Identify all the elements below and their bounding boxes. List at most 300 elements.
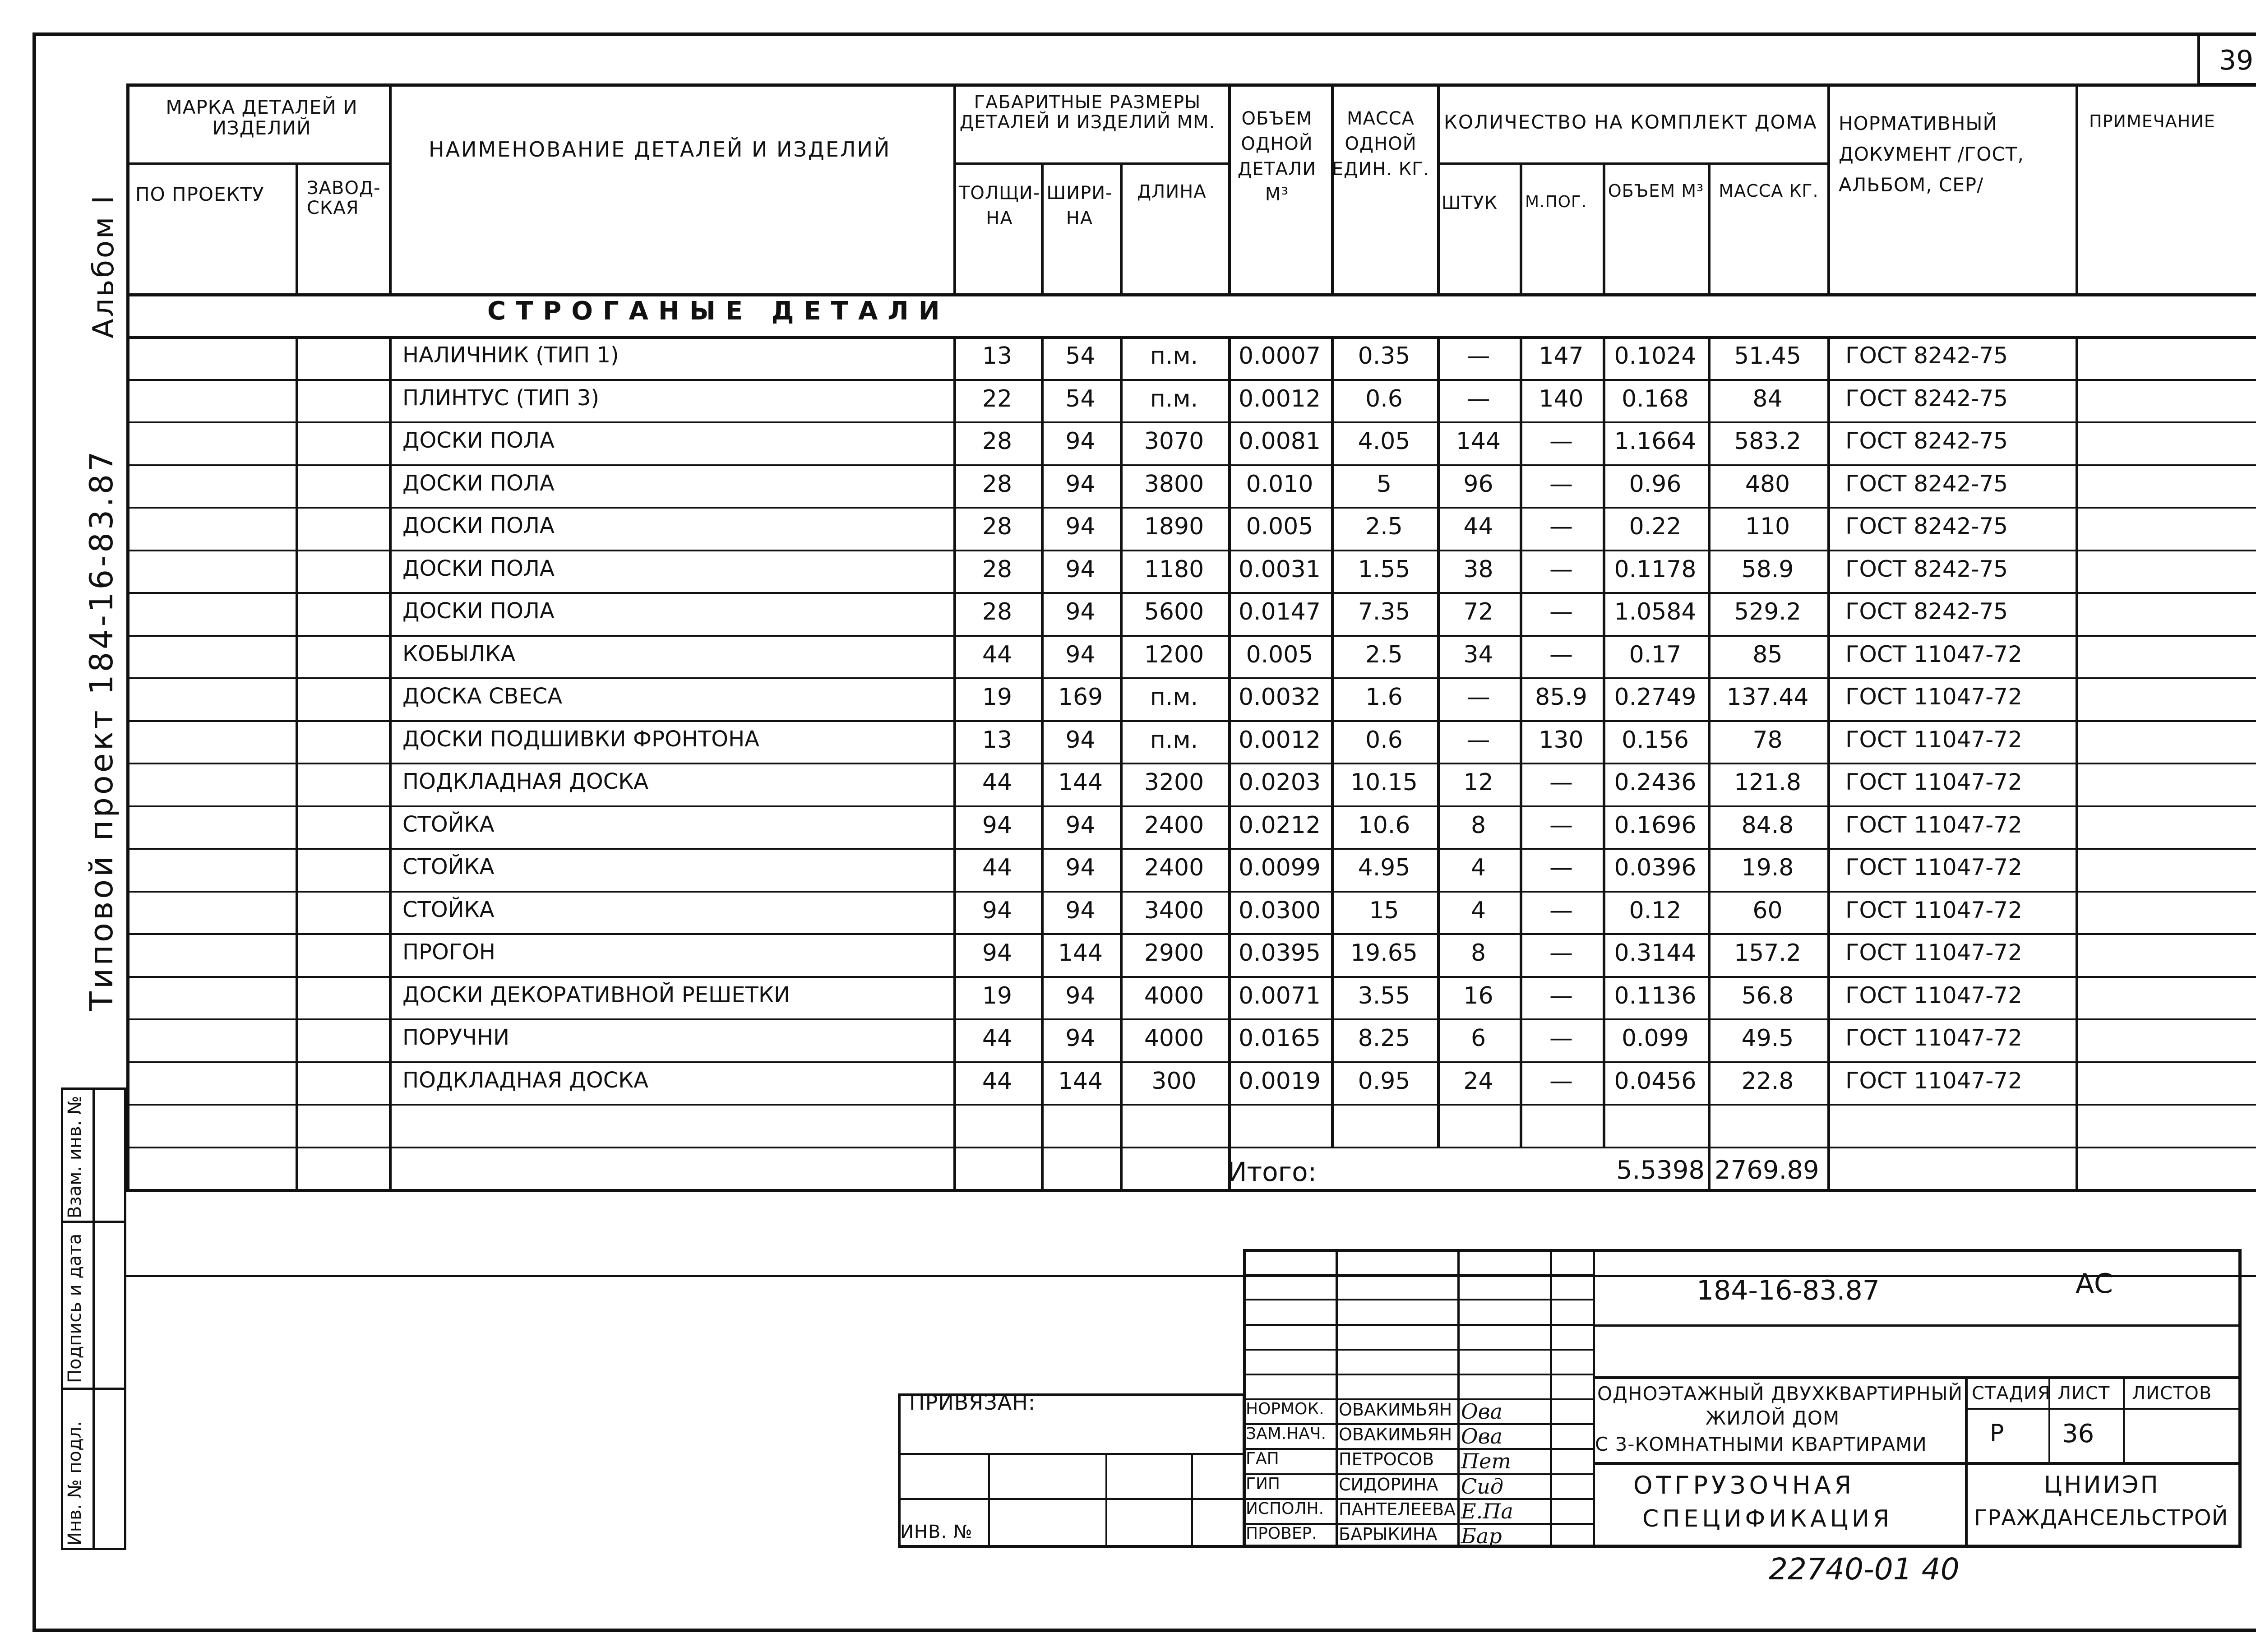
- table-rule: [1105, 1453, 1107, 1548]
- row-name: ДОСКИ ПОЛА: [402, 470, 555, 496]
- row-v: 0.3144: [1614, 939, 1697, 967]
- table-rule: [126, 635, 2256, 637]
- signature-name: ОВАКИМЬЯН: [1339, 1425, 1452, 1445]
- row-mp: —: [1549, 428, 1573, 455]
- row-mp: 140: [1539, 385, 1584, 412]
- header-normdoc: НОРМАТИВНЫЙ ДОКУМЕНТ /ГОСТ, АЛЬБОМ, СЕР/: [1839, 112, 2024, 196]
- row-l: 2400: [1144, 811, 1204, 839]
- table-rule: [126, 83, 2256, 87]
- row-m: 56.8: [1741, 982, 1794, 1009]
- row-w: 94: [1065, 811, 1096, 839]
- row-m: 51.45: [1734, 342, 1801, 370]
- row-mp: —: [1549, 769, 1573, 796]
- table-rule: [126, 891, 2256, 893]
- row-v1: 0.005: [1246, 513, 1313, 540]
- table-rule: [126, 848, 2256, 850]
- row-w: 94: [1065, 428, 1096, 455]
- row-v: 1.1664: [1614, 428, 1697, 455]
- table-rule: [1457, 1249, 1460, 1548]
- total-label: Итого:: [1227, 1157, 1317, 1187]
- row-v: 1.0584: [1614, 598, 1697, 625]
- row-pcs: 4: [1470, 854, 1486, 881]
- row-m1: 3.55: [1358, 982, 1410, 1009]
- table-rule: [1593, 1462, 2242, 1465]
- row-pcs: 34: [1463, 641, 1493, 668]
- table-rule: [126, 1104, 2256, 1106]
- row-name: ПОДКЛАДНАЯ ДОСКА: [402, 1067, 649, 1093]
- table-rule: [126, 763, 2256, 764]
- row-doc: ГОСТ 8242-75: [1845, 342, 2008, 369]
- row-w: 94: [1065, 854, 1096, 881]
- row-l: 300: [1151, 1067, 1197, 1095]
- header-dims: ГАБАРИТНЫЕ РАЗМЕРЫ ДЕТАЛЕЙ И ИЗДЕЛИЙ ММ.: [959, 92, 1216, 133]
- table-rule: [1336, 1249, 1338, 1548]
- table-rule: [953, 162, 1228, 165]
- row-w: 94: [1065, 641, 1096, 668]
- row-v1: 0.010: [1246, 470, 1313, 498]
- row-mp: —: [1549, 1067, 1573, 1095]
- row-v: 0.0456: [1614, 1067, 1697, 1095]
- row-v: 0.22: [1629, 513, 1682, 540]
- header-mark: МАРКА ДЕТАЛЕЙ И ИЗДЕЛИЙ: [166, 96, 358, 139]
- row-w: 94: [1065, 513, 1096, 540]
- row-m: 49.5: [1741, 1025, 1794, 1052]
- row-w: 144: [1058, 769, 1103, 796]
- row-t: 44: [982, 854, 1012, 881]
- row-m: 84: [1752, 385, 1783, 412]
- building-line-2: ЖИЛОЙ ДОМ: [1706, 1407, 1840, 1429]
- row-l: п.м.: [1150, 385, 1198, 412]
- row-l: п.м.: [1150, 684, 1198, 711]
- row-doc: ГОСТ 8242-75: [1845, 385, 2008, 412]
- row-l: п.м.: [1150, 342, 1198, 370]
- table-rule: [126, 933, 2256, 935]
- row-doc: ГОСТ 8242-75: [1845, 555, 2008, 582]
- project-label: Типовой проект 184-16-83.87: [83, 449, 120, 1011]
- table-rule: [988, 1453, 990, 1548]
- signature-mark: Сид: [1461, 1474, 1503, 1499]
- row-v1: 0.0032: [1239, 684, 1321, 711]
- header-mass-one: МАССА ОДНОЙ ЕДИН. КГ.: [1331, 108, 1430, 180]
- row-v1: 0.0019: [1239, 1067, 1321, 1095]
- row-doc: ГОСТ 8242-75: [1845, 598, 2008, 625]
- row-v: 0.099: [1622, 1025, 1689, 1052]
- row-mp: —: [1549, 470, 1573, 498]
- table-rule: [1550, 1249, 1552, 1548]
- row-pcs: —: [1466, 726, 1490, 754]
- header-volume-one: ОБЪЕМ ОДНОЙ ДЕТАЛИ М³: [1237, 108, 1317, 205]
- row-pcs: 44: [1463, 513, 1493, 540]
- row-t: 44: [982, 1025, 1012, 1052]
- row-doc: ГОСТ 8242-75: [1845, 513, 2008, 539]
- row-l: 3200: [1144, 769, 1204, 796]
- row-l: 4000: [1144, 982, 1204, 1009]
- row-m: 157.2: [1734, 939, 1801, 967]
- section-title: СТРОГАНЫЕ ДЕТАЛИ: [487, 296, 950, 326]
- stage-value: Р: [1990, 1420, 2004, 1447]
- row-w: 94: [1065, 982, 1096, 1009]
- row-v: 0.156: [1622, 726, 1689, 754]
- row-name: ДОСКИ ДЕКОРАТИВНОЙ РЕШЕТКИ: [402, 982, 790, 1008]
- row-pcs: 72: [1463, 598, 1493, 625]
- sheets-label: ЛИСТОВ: [2132, 1383, 2212, 1404]
- row-l: 1180: [1144, 555, 1204, 583]
- sheet-label: ЛИСТ: [2057, 1383, 2110, 1404]
- signature-role: ЗАМ.НАЧ.: [1246, 1425, 1327, 1444]
- row-mp: —: [1549, 598, 1573, 625]
- row-doc: ГОСТ 11047-72: [1845, 769, 2022, 795]
- header-thick: ТОЛЩИ-НА: [959, 183, 1040, 229]
- row-name: ПОДКЛАДНАЯ ДОСКА: [402, 769, 649, 794]
- table-rule: [126, 162, 389, 165]
- building-line-3: С 3-КОМНАТНЫМИ КВАРТИРАМИ: [1595, 1433, 1927, 1455]
- row-pcs: 8: [1470, 811, 1486, 839]
- row-m: 19.8: [1741, 854, 1794, 881]
- header-name: НАИМЕНОВАНИЕ ДЕТАЛЕЙ И ИЗДЕЛИЙ: [429, 137, 891, 162]
- row-l: 4000: [1144, 1025, 1204, 1052]
- building-line-1: ОДНОЭТАЖНЫЙ ДВУХКВАРТИРНЫЙ: [1597, 1383, 1963, 1405]
- row-pcs: 24: [1463, 1067, 1493, 1095]
- row-doc: ГОСТ 11047-72: [1845, 811, 2022, 838]
- table-rule: [1520, 162, 1522, 293]
- header-width: ШИРИ-НА: [1046, 183, 1113, 229]
- signature-role: ПРОВЕР.: [1246, 1524, 1317, 1543]
- table-rule: [1437, 162, 1827, 165]
- row-m: 58.9: [1741, 555, 1794, 583]
- row-name: ДОСКИ ПОЛА: [402, 555, 555, 581]
- row-name: СТОЙКА: [402, 811, 495, 837]
- row-t: 22: [982, 385, 1012, 412]
- row-mp: 130: [1539, 726, 1584, 754]
- row-mp: —: [1549, 513, 1573, 540]
- header-qty: КОЛИЧЕСТВО НА КОМПЛЕКТ ДОМА: [1444, 111, 1817, 133]
- row-m: 137.44: [1726, 684, 1809, 711]
- row-w: 94: [1065, 726, 1096, 754]
- row-doc: ГОСТ 11047-72: [1845, 939, 2022, 966]
- row-t: 28: [982, 470, 1012, 498]
- row-v1: 0.0099: [1239, 854, 1321, 881]
- row-t: 28: [982, 428, 1012, 455]
- row-mp: —: [1549, 1025, 1573, 1052]
- header-pcs: ШТУК: [1442, 193, 1498, 213]
- row-pcs: —: [1466, 385, 1490, 412]
- row-w: 94: [1065, 897, 1096, 924]
- table-rule: [126, 379, 2256, 381]
- row-name: ДОСКИ ПОЛА: [402, 598, 555, 624]
- table-rule: [126, 805, 2256, 807]
- sheet-number: 39: [2219, 45, 2254, 76]
- row-w: 94: [1065, 598, 1096, 625]
- row-name: ДОСКА СВЕСА: [402, 684, 563, 709]
- row-l: 5600: [1144, 598, 1204, 625]
- table-rule: [126, 1147, 2256, 1148]
- row-name: ДОСКИ ПОЛА: [402, 513, 555, 538]
- row-doc: ГОСТ 11047-72: [1845, 982, 2022, 1009]
- row-m: 110: [1745, 513, 1790, 540]
- org-line-2: ГРАЖДАНСЕЛЬСТРОЙ: [1974, 1505, 2228, 1531]
- row-m1: 19.65: [1350, 939, 1418, 967]
- signature-role: НОРМОК.: [1246, 1400, 1324, 1418]
- row-v: 0.1696: [1614, 811, 1697, 839]
- row-m: 529.2: [1734, 598, 1801, 625]
- project-code: 184-16-83.87: [1697, 1275, 1880, 1306]
- doc-line-1: ОТГРУЗОЧНАЯ: [1633, 1471, 1855, 1499]
- row-pcs: 12: [1463, 769, 1493, 796]
- row-t: 44: [982, 769, 1012, 796]
- row-m: 480: [1745, 470, 1790, 498]
- row-name: НАЛИЧНИК (ТИП 1): [402, 342, 619, 368]
- row-w: 94: [1065, 1025, 1096, 1052]
- table-rule: [1191, 1453, 1193, 1548]
- row-v: 0.12: [1629, 897, 1682, 924]
- row-v: 0.2749: [1614, 684, 1697, 711]
- row-m1: 0.6: [1365, 726, 1403, 754]
- row-l: 3070: [1144, 428, 1204, 455]
- ac-label: АС: [2076, 1268, 2113, 1300]
- signature-name: ПАНТЕЛЕЕВА: [1339, 1499, 1456, 1519]
- row-w: 94: [1065, 555, 1096, 583]
- row-m: 583.2: [1734, 428, 1801, 455]
- row-name: СТОЙКА: [402, 897, 495, 922]
- row-pcs: —: [1466, 342, 1490, 370]
- signature-mark: Ова: [1461, 1424, 1502, 1449]
- row-mp: —: [1549, 811, 1573, 839]
- row-doc: ГОСТ 11047-72: [1845, 641, 2022, 667]
- row-pcs: —: [1466, 684, 1490, 711]
- row-l: 2400: [1144, 854, 1204, 881]
- table-rule: [2123, 1376, 2125, 1462]
- table-rule: [296, 162, 298, 293]
- row-t: 19: [982, 684, 1012, 711]
- header-note: ПРИМЕЧАНИЕ: [2089, 111, 2215, 131]
- row-v1: 0.0165: [1239, 1025, 1321, 1052]
- row-doc: ГОСТ 11047-72: [1845, 854, 2022, 880]
- row-w: 144: [1058, 939, 1103, 967]
- row-name: ПОРУЧНИ: [402, 1025, 509, 1050]
- row-t: 44: [982, 641, 1012, 668]
- row-pcs: 96: [1463, 470, 1493, 498]
- sheet-value: 36: [2062, 1419, 2094, 1448]
- table-rule: [1593, 1249, 1595, 1548]
- table-rule: [126, 421, 2256, 423]
- row-w: 144: [1058, 1067, 1103, 1095]
- row-v1: 0.0071: [1239, 982, 1321, 1009]
- row-v1: 0.0012: [1239, 726, 1321, 754]
- row-l: 1200: [1144, 641, 1204, 668]
- stamp-sign-date: Подпись и дата: [65, 1233, 85, 1383]
- row-mp: 85.9: [1535, 684, 1587, 711]
- table-rule: [126, 592, 2256, 594]
- doc-line-2: СПЕЦИФИКАЦИЯ: [1642, 1505, 1893, 1532]
- total-volume: 5.5398: [1616, 1156, 1705, 1185]
- signature-mark: Пет: [1461, 1449, 1511, 1474]
- signature-role: ГИП: [1246, 1474, 1280, 1493]
- row-m1: 1.55: [1358, 555, 1410, 583]
- row-t: 94: [982, 811, 1012, 839]
- table-rule: [1243, 1324, 1593, 1326]
- row-v: 0.168: [1622, 385, 1689, 412]
- table-rule: [126, 1275, 2256, 1277]
- table-rule: [1593, 1376, 2242, 1379]
- table-rule: [126, 507, 2256, 509]
- row-l: 3400: [1144, 897, 1204, 924]
- row-mp: —: [1549, 897, 1573, 924]
- row-v1: 0.0212: [1239, 811, 1321, 839]
- row-m1: 0.35: [1358, 342, 1410, 370]
- row-m: 22.8: [1741, 1067, 1794, 1095]
- row-name: ДОСКИ ПОДШИВКИ ФРОНТОНА: [402, 726, 759, 752]
- signature-mark: Е.Па: [1461, 1499, 1513, 1523]
- row-t: 44: [982, 1067, 1012, 1095]
- row-mp: —: [1549, 641, 1573, 668]
- row-doc: ГОСТ 11047-72: [1845, 1067, 2022, 1094]
- table-rule: [1593, 1324, 2242, 1327]
- row-pcs: 16: [1463, 982, 1493, 1009]
- row-name: ПРОГОН: [402, 939, 495, 965]
- signature-name: БАРЫКИНА: [1339, 1524, 1438, 1544]
- table-rule: [389, 83, 392, 293]
- row-t: 28: [982, 513, 1012, 540]
- table-rule: [1120, 162, 1123, 293]
- bound-label: ПРИВЯЗАН:: [909, 1390, 1036, 1415]
- header-mark-factory: ЗАВОД-СКАЯ: [307, 178, 381, 218]
- table-rule: [953, 83, 956, 293]
- row-v1: 0.0300: [1239, 897, 1321, 924]
- row-m1: 4.05: [1358, 428, 1410, 455]
- row-m1: 2.5: [1365, 641, 1403, 668]
- row-m1: 1.6: [1365, 684, 1403, 711]
- row-m1: 0.6: [1365, 385, 1403, 412]
- bottom-code: 22740-01 40: [1769, 1552, 1960, 1587]
- table-rule: [126, 1018, 2256, 1020]
- row-v1: 0.0147: [1239, 598, 1321, 625]
- row-doc: ГОСТ 11047-72: [1845, 897, 2022, 923]
- row-w: 54: [1065, 385, 1096, 412]
- row-m1: 10.15: [1350, 769, 1418, 796]
- signature-name: СИДОРИНА: [1339, 1474, 1438, 1495]
- row-name: СТОЙКА: [402, 854, 495, 879]
- row-name: КОБЫЛКА: [402, 641, 516, 666]
- row-m1: 0.95: [1358, 1067, 1410, 1095]
- table-rule: [2076, 83, 2078, 293]
- row-v1: 0.0031: [1239, 555, 1321, 583]
- row-v: 0.17: [1629, 641, 1682, 668]
- row-name: ПЛИНТУС (ТИП 3): [402, 385, 600, 411]
- row-mp: —: [1549, 982, 1573, 1009]
- row-mp: —: [1549, 854, 1573, 881]
- signature-name: ОВАКИМЬЯН: [1339, 1400, 1452, 1420]
- row-m: 78: [1752, 726, 1783, 754]
- table-rule: [126, 677, 2256, 679]
- row-doc: ГОСТ 11047-72: [1845, 684, 2022, 710]
- table-rule: [1965, 1376, 1968, 1548]
- table-rule: [1965, 1408, 2242, 1410]
- org-line-1: ЦНИИЭП: [2044, 1472, 2160, 1499]
- row-m1: 4.95: [1358, 854, 1410, 881]
- row-w: 169: [1058, 684, 1103, 711]
- table-rule: [1437, 83, 1440, 293]
- table-rule: [126, 976, 2256, 978]
- signature-mark: Ова: [1461, 1399, 1502, 1424]
- row-v: 0.2436: [1614, 769, 1697, 796]
- signature-mark: Бар: [1461, 1523, 1502, 1548]
- row-l: п.м.: [1150, 726, 1198, 754]
- row-m1: 7.35: [1358, 598, 1410, 625]
- header-volume: ОБЪЕМ М³: [1608, 181, 1704, 201]
- row-t: 13: [982, 342, 1012, 370]
- header-length: ДЛИНА: [1137, 181, 1207, 202]
- table-rule: [1827, 83, 1830, 293]
- row-mp: 147: [1539, 342, 1584, 370]
- stamp-replace-inv: Взам. инв. №: [65, 1096, 85, 1218]
- table-rule: [126, 293, 2256, 296]
- row-mp: —: [1549, 555, 1573, 583]
- row-pcs: 8: [1470, 939, 1486, 967]
- row-m: 84.8: [1741, 811, 1794, 839]
- row-w: 94: [1065, 470, 1096, 498]
- signature-name: ПЕТРОСОВ: [1339, 1449, 1434, 1470]
- row-t: 28: [982, 598, 1012, 625]
- row-v: 0.1136: [1614, 982, 1697, 1009]
- header-mass: МАССА КГ.: [1719, 181, 1819, 201]
- row-v1: 0.005: [1246, 641, 1313, 668]
- row-m1: 5: [1376, 470, 1392, 498]
- row-m1: 10.6: [1358, 811, 1410, 839]
- row-doc: ГОСТ 11047-72: [1845, 1025, 2022, 1051]
- row-pcs: 144: [1456, 428, 1501, 455]
- row-pcs: 6: [1470, 1025, 1486, 1052]
- row-v: 0.0396: [1614, 854, 1697, 881]
- table-rule: [126, 720, 2256, 722]
- row-m: 60: [1752, 897, 1783, 924]
- row-l: 1890: [1144, 513, 1204, 540]
- stamp-inv-orig: Инв. № подл.: [65, 1421, 85, 1546]
- row-w: 54: [1065, 342, 1096, 370]
- row-l: 3800: [1144, 470, 1204, 498]
- row-mp: —: [1549, 939, 1573, 967]
- total-mass: 2769.89: [1715, 1156, 1819, 1185]
- signature-role: ИСПОЛН.: [1246, 1499, 1324, 1518]
- table-rule: [1243, 1274, 1593, 1276]
- table-rule: [126, 1189, 2256, 1192]
- table-rule: [1243, 1374, 1593, 1375]
- row-doc: ГОСТ 11047-72: [1845, 726, 2022, 753]
- header-mpog: М.ПОГ.: [1525, 193, 1587, 211]
- row-pcs: 38: [1463, 555, 1493, 583]
- table-rule: [1243, 1349, 1593, 1351]
- row-v1: 0.0007: [1239, 342, 1321, 370]
- table-rule: [126, 550, 2256, 551]
- row-doc: ГОСТ 8242-75: [1845, 470, 2008, 497]
- header-mark-project: ПО ПРОЕКТУ: [135, 183, 264, 205]
- row-v1: 0.0081: [1239, 428, 1321, 455]
- table-rule: [1243, 1299, 1593, 1300]
- row-t: 19: [982, 982, 1012, 1009]
- row-t: 94: [982, 897, 1012, 924]
- row-v: 0.1024: [1614, 342, 1697, 370]
- stage-label: СТАДИЯ: [1972, 1383, 2051, 1404]
- row-v: 0.96: [1629, 470, 1682, 498]
- row-m1: 8.25: [1358, 1025, 1410, 1052]
- inv-label: ИНВ. №: [900, 1522, 973, 1542]
- table-rule: [126, 464, 2256, 466]
- row-name: ДОСКИ ПОЛА: [402, 428, 555, 453]
- row-l: 2900: [1144, 939, 1204, 967]
- row-t: 94: [982, 939, 1012, 967]
- row-v: 0.1178: [1614, 555, 1697, 583]
- row-v1: 0.0395: [1239, 939, 1321, 967]
- row-m1: 2.5: [1365, 513, 1403, 540]
